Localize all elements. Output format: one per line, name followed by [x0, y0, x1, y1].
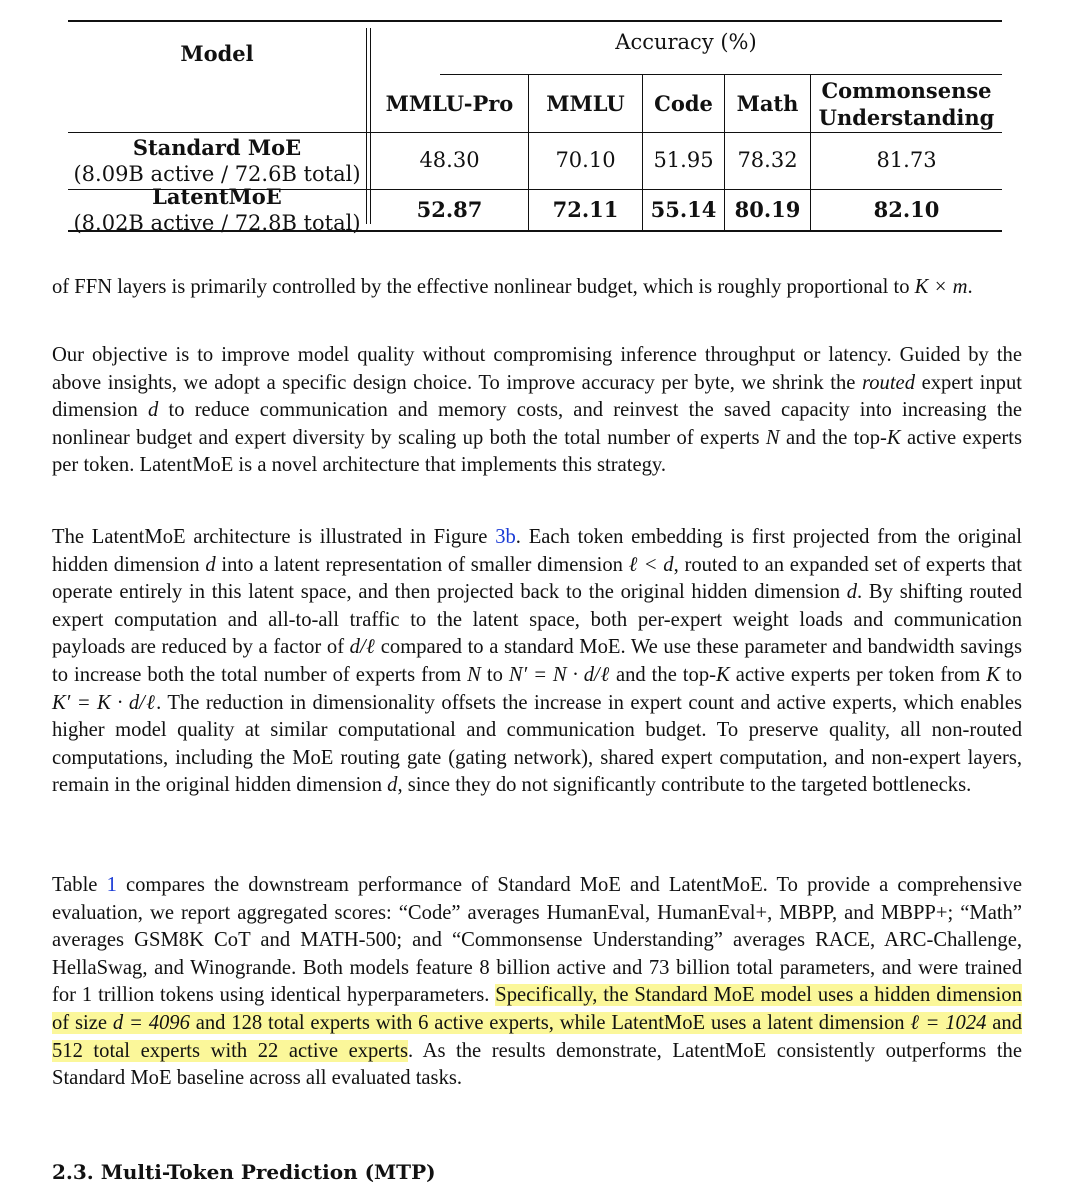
row-model-latent [68, 183, 366, 235]
text-run: of FFN layers is primarily controlled by the effective nonlinear budget, which is roughly proportional to [52, 276, 915, 298]
paragraph-architecture [52, 524, 1022, 800]
text-run: and the top- [779, 426, 887, 449]
table-cell: 48.30 [419, 148, 480, 172]
table-cell: 80.19 [734, 197, 801, 222]
table-cell: 70.10 [555, 148, 616, 172]
math-inline: d [205, 553, 216, 576]
math-inline: d = 4096 [112, 1011, 190, 1034]
text-run: , routed to an expanded set of experts that operate entirely in this latent space, and then projected back to the original hidden dimension [52, 553, 1023, 604]
text-run: into a latent representation of smaller dimension [215, 553, 629, 576]
text-run: active experts per token from [729, 663, 987, 686]
section-heading: 2.3. Multi-Token Prediction (MTP) [52, 1160, 436, 1184]
math-inline: ℓ = 1024 [910, 1011, 987, 1034]
text-run: . Each token embedding is first projected from the original hidden dimension [52, 526, 1022, 576]
table-ref-link[interactable]: 1 [106, 874, 117, 896]
table-cell: 72.11 [552, 197, 619, 222]
text-run: . By shifting routed expert computation and all-to-all traffic to the latent space, both per-expert weight loads and communication payloads are reduced by a factor of [52, 581, 1022, 659]
math-inline: N [765, 426, 780, 449]
table-cell: 55.14 [650, 197, 717, 222]
col-math: Math [736, 91, 799, 116]
figure-ref-link[interactable]: 3b [495, 526, 516, 548]
table-top-rule [68, 20, 1002, 22]
math-inline: d [148, 399, 159, 422]
table-cell: 78.32 [737, 148, 798, 172]
emphasis: routed [861, 371, 915, 394]
table-cell: 82.10 [873, 197, 940, 222]
model-name: LatentMoE [152, 183, 282, 209]
results-table [68, 20, 1002, 235]
text-run: and 128 total experts with 6 active experts, while LatentMoE uses a latent dimension [189, 1011, 911, 1034]
header-accuracy: Accuracy (%) [615, 29, 757, 54]
math-inline: ℓ < d [628, 553, 674, 576]
paragraph-comparison [52, 872, 1022, 1093]
text-run: and 512 total experts with 22 active experts [52, 1011, 1023, 1062]
model-name: Standard MoE [132, 134, 302, 160]
text-run: to reduce communication and memory costs, and reinvest the saved capacity into increasing the nonlinear budget and expert diversity by scaling up both the total number of experts [52, 399, 1023, 449]
math-inline: d [846, 581, 858, 604]
model-size: (8.09B active / 72.6B total) [73, 161, 361, 186]
math-inline: K [986, 663, 1001, 686]
text-run: , since they do not significantly contribute to the targeted bottlenecks. [397, 774, 972, 797]
text-run: expert input dimension [52, 371, 1022, 422]
text-run: to [480, 663, 509, 686]
paragraph-objective [52, 342, 1022, 480]
table-double-rule-left [366, 28, 367, 224]
col-commonsense-line2: Understanding [818, 104, 995, 130]
text-run: . As the results demonstrate, LatentMoE consistently outperforms the Standard MoE baseline across all evaluated tasks. [52, 1039, 1022, 1090]
text-run: Our objective is to improve model quality without compromising inference throughput or latency. Guided by the above insights, we adopt a specific design choice. To improve accuracy per byte, we shrink the [52, 344, 1022, 394]
text-run: The LatentMoE architecture is illustrated in Figure [52, 526, 496, 548]
math-inline: N′ = N · d/ℓ [508, 663, 610, 686]
text-run: Specifically, the Standard MoE model uses a hidden dimension of size [52, 984, 1022, 1034]
text-run: and the top- [610, 663, 716, 686]
text-run: . [967, 276, 973, 298]
math-inline: N [467, 663, 481, 686]
math-inline: d/ℓ [349, 636, 376, 659]
col-commonsense [811, 75, 1002, 132]
table-cell: 52.87 [416, 197, 483, 222]
col-mmlu-pro: MMLU-Pro [385, 91, 514, 116]
text-run: . The reduction in dimensionality offsets the increase in expert count and active experts, which enables higher model quality at similar computational and communication budget. To preserve quality, all non-routed computations, including the MoE routing gate (gating network), shared expert computation, and non-expert layers, remain in the original hidden dimension [52, 691, 1022, 797]
paragraph-ffn-budget [52, 274, 1022, 302]
col-commonsense-line1: Commonsense [821, 77, 992, 103]
text-run: Table [52, 874, 107, 896]
text-run: compares the downstream performance of Standard MoE and LatentMoE. To provide a comprehensive evaluation, we report aggregated scores: “Code” averages HumanEval, HumanEval+, MBPP, and MBPP+; “Math” averages GSM8K CoT and MATH-500; and “Commonsense Understanding” averages RACE, ARC-Challenge, HellaSwag, and Winogrande. Both models feature 8 billion active and 73 billion total parameters, and were trained for 1 trillion tokens using identical hyperparameters. [52, 874, 1023, 1007]
col-mmlu: MMLU [546, 91, 625, 116]
math-inline: K [886, 426, 901, 449]
text-run: active experts per token. LatentMoE is a novel architecture that implements this strategy. [52, 426, 1022, 477]
header-model: Model [180, 40, 254, 66]
model-size: (8.02B active / 72.8B total) [73, 210, 361, 235]
text-run: compared to a standard MoE. We use these parameter and bandwidth savings to increase both the total number of experts from [52, 636, 1022, 686]
math-inline: K [715, 663, 730, 686]
math-inline: K × m [914, 276, 968, 298]
math-inline: K′ = K · d/ℓ [52, 691, 157, 714]
table-cell: 51.95 [653, 148, 714, 172]
col-code: Code [654, 91, 713, 116]
table-cell: 81.73 [876, 148, 937, 172]
math-inline: d [387, 774, 398, 797]
row-model-standard [68, 132, 366, 189]
text-run: to [1000, 663, 1023, 686]
